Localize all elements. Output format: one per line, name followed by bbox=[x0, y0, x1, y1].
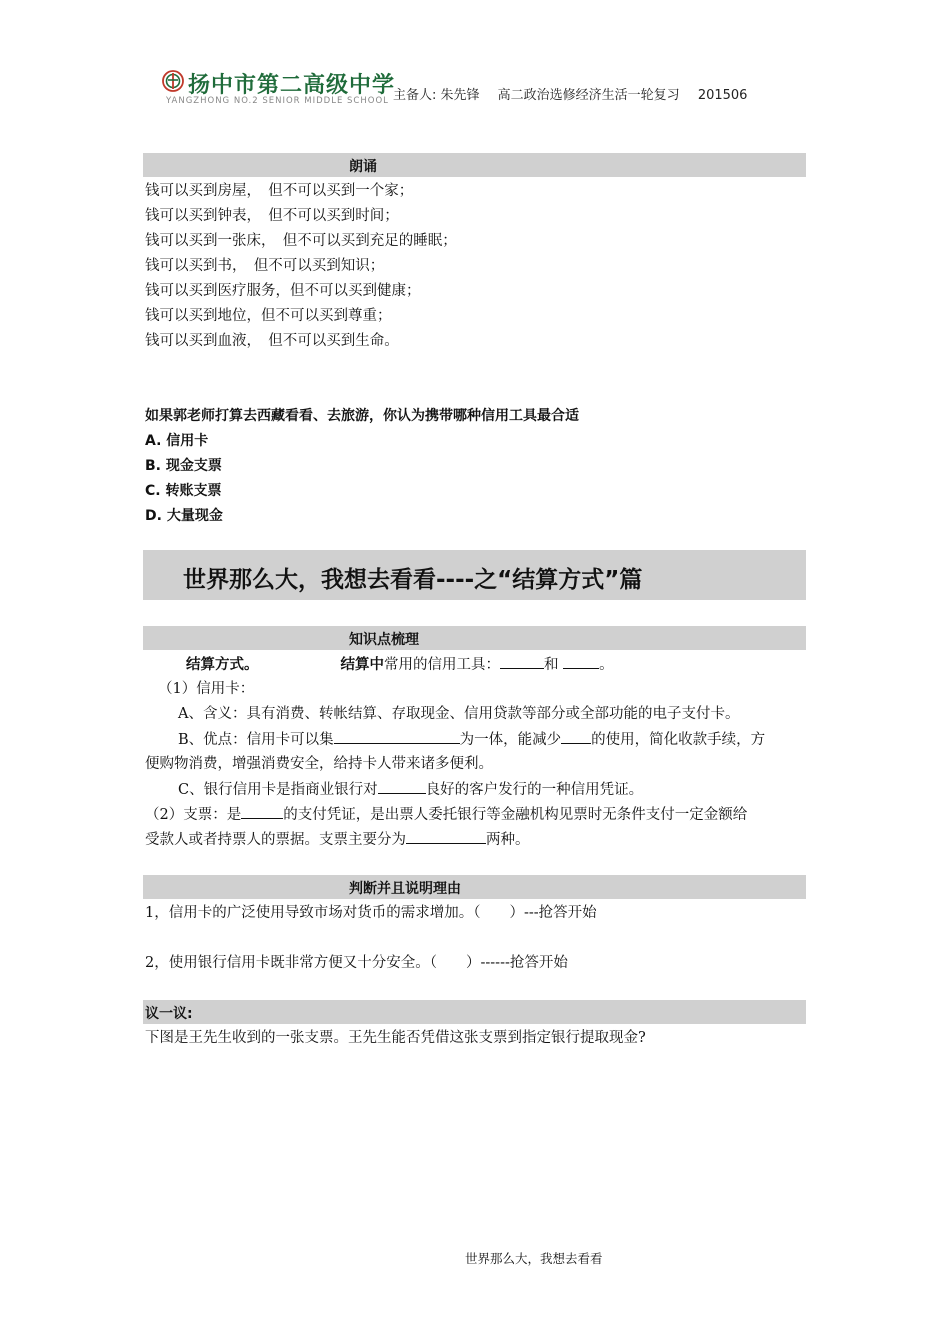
knowledge-title: 知识点梳理 bbox=[349, 632, 419, 648]
question-text: 如果郭老师打算去西藏看看、去旅游，你认为携带哪种信用工具最合适 bbox=[145, 408, 579, 424]
header-info bbox=[393, 84, 761, 103]
section-title: 世界那么大，我想去看看----之“结算方式”篇 bbox=[183, 567, 643, 593]
school-emblem-icon bbox=[162, 70, 184, 92]
recite-title: 朗诵 bbox=[349, 159, 377, 175]
recite-line: 钱可以买到钟表， 但不可以买到时间； bbox=[145, 208, 399, 224]
discuss-text: 下图是王先生收到的一张支票。王先生能否凭借这张支票到指定银行提取现金? bbox=[145, 1030, 646, 1046]
blank bbox=[406, 829, 486, 844]
school-name-en: YANGZHONG NO.2 SENIOR MIDDLE SCHOOL bbox=[166, 96, 389, 106]
recite-bar bbox=[143, 153, 806, 177]
credit-card-advantage-cont: 便购物消费，增强消费安全，给持卡人带来诸多便利。 bbox=[145, 756, 493, 772]
check-definition-cont: 受款人或者持票人的票据。支票主要分为 两种。 bbox=[145, 829, 530, 850]
blank bbox=[561, 729, 591, 744]
option-a: A. 信用卡 bbox=[145, 433, 209, 449]
recite-line: 钱可以买到书， 但不可以买到知识； bbox=[145, 258, 385, 274]
judge-bar bbox=[143, 875, 806, 899]
knowledge-bar bbox=[143, 626, 806, 650]
blank bbox=[334, 729, 460, 744]
credit-card-title: （1）信用卡： bbox=[158, 681, 255, 697]
credit-card-definition: C、银行信用卡是指商业银行对 良好的客户发行的一种信用凭证。 bbox=[178, 779, 643, 800]
option-b: B. 现金支票 bbox=[145, 458, 222, 474]
blank bbox=[241, 804, 283, 819]
recite-line: 钱可以买到血液， 但不可以买到生命。 bbox=[145, 333, 399, 349]
credit-card-meaning: A、含义：具有消费、转帐结算、存取现金、信用贷款等部分或全部功能的电子支付卡。 bbox=[178, 706, 740, 722]
course-name: 高二政治选修经济生活一轮复习 bbox=[497, 88, 680, 103]
recite-line: 钱可以买到房屋， 但不可以买到一个家； bbox=[145, 183, 414, 199]
knowledge-line-1: 结算方式。 结算中常用的信用工具： 和 。 bbox=[186, 654, 614, 675]
judge-title: 判断并且说明理由 bbox=[349, 881, 461, 897]
section-title-bar bbox=[143, 550, 806, 600]
blank bbox=[378, 779, 426, 794]
recite-line: 钱可以买到地位，但不可以买到尊重； bbox=[145, 308, 392, 324]
discuss-title: 议一议: bbox=[145, 1006, 193, 1022]
school-logo bbox=[160, 66, 396, 110]
judge-item-1: 1，信用卡的广泛使用导致市场对货币的需求增加。（ ）---抢答开始 bbox=[145, 905, 597, 921]
school-name-cn: 扬中市第二高级中学 bbox=[188, 72, 396, 98]
discuss-bar bbox=[143, 1000, 806, 1024]
recite-line: 钱可以买到医疗服务，但不可以买到健康； bbox=[145, 283, 421, 299]
credit-card-advantage: B、优点：信用卡可以集 为一体，能减少 的使用，简化收款手续，方 bbox=[178, 729, 765, 750]
check-definition: （2）支票：是 的支付凭证，是出票人委托银行等金融机构见票时无条件支付一定金额给 bbox=[145, 804, 747, 825]
blank bbox=[563, 654, 599, 669]
blank bbox=[500, 654, 544, 669]
preparer: 主备人: 朱先锋 bbox=[393, 88, 480, 103]
judge-item-2: 2，使用银行信用卡既非常方便又十分安全。（ ）------抢答开始 bbox=[145, 955, 568, 971]
header-date: 201506 bbox=[697, 88, 748, 103]
page-footer: 世界那么大，我想去看看 bbox=[465, 1251, 603, 1266]
option-d: D. 大量现金 bbox=[145, 508, 223, 524]
recite-line: 钱可以买到一张床， 但不可以买到充足的睡眠； bbox=[145, 233, 457, 249]
option-c: C. 转账支票 bbox=[145, 483, 222, 499]
